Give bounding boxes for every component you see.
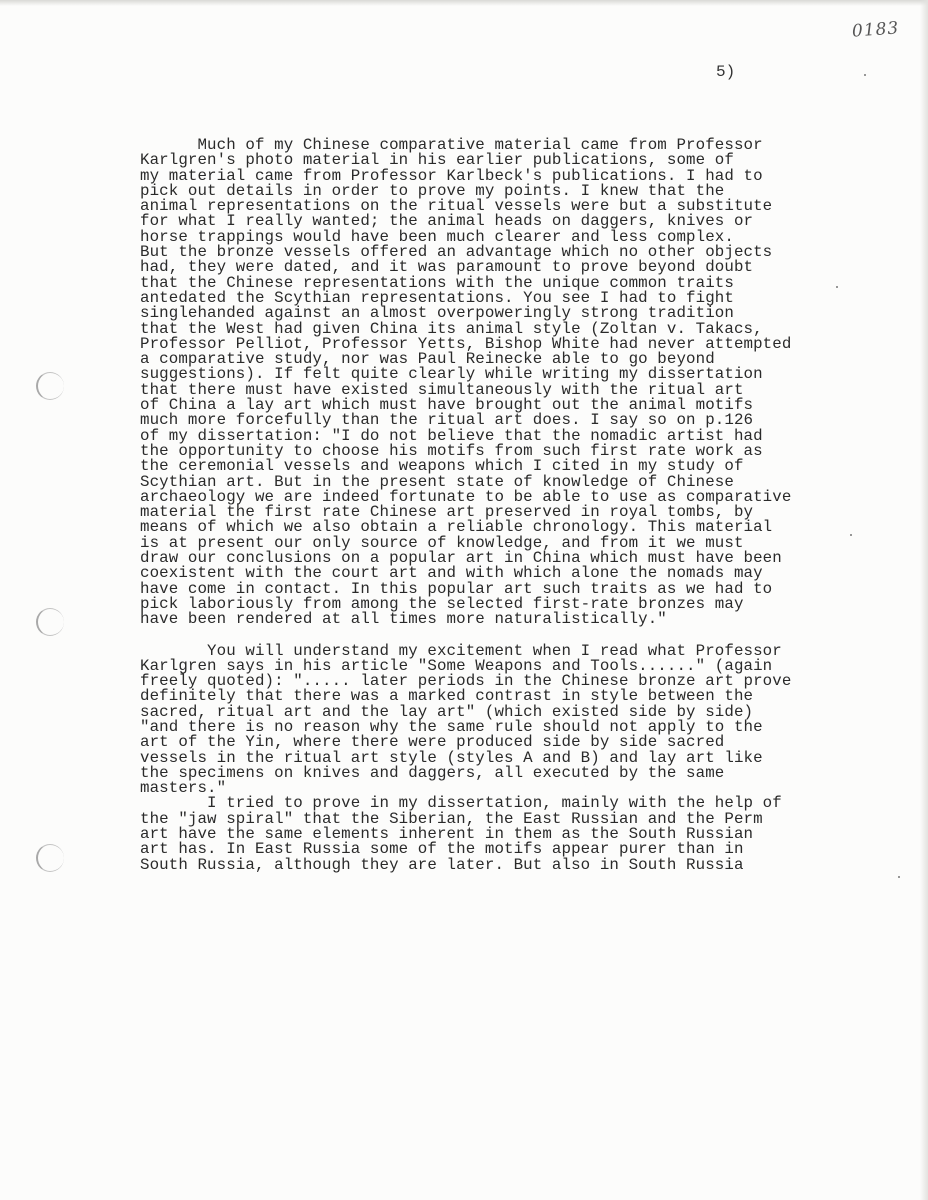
text-line: much more forcefully than the ritual art does. I say so on p.126: [140, 411, 754, 430]
text-line: South Russia, although they are later. But also in South Russia: [140, 855, 744, 874]
text-line: vessels in the ritual art style (styles A and B) and lay art like: [140, 748, 763, 767]
text-line: pick laboriously from among the selected first-rate bronzes may: [140, 594, 744, 613]
text-line: Professor Pelliot, Professor Yetts, Bishop White had never attempted: [140, 334, 792, 353]
paper-right-edge: [920, 0, 928, 1200]
paper-speck: [898, 876, 900, 878]
text-line: animal representations on the ritual vessels were but a substitute: [140, 197, 773, 216]
text-line: But the bronze vessels offered an advantage which no other objects: [140, 243, 773, 262]
text-line: Much of my Chinese comparative material came from Professor: [140, 136, 763, 154]
letter-body: [140, 138, 910, 873]
page-number: 5): [716, 63, 736, 81]
text-line: I tried to prove in my dissertation, mainly with the help of: [140, 794, 782, 813]
text-line: that the West had given China its animal style (Zoltan v. Takacs,: [140, 319, 763, 338]
text-line: the ceremonial vessels and weapons which I cited in my study of: [140, 457, 744, 476]
text-line: is at present our only source of knowledge, and from it we must: [140, 533, 744, 552]
text-line: art of the Yin, where there were produced side by side sacred: [140, 733, 725, 752]
text-line: pick out details in order to prove my points. I knew that the: [140, 181, 725, 200]
text-line: You will understand my excitement when I read what Professor: [140, 641, 782, 660]
paper-top-edge: [0, 0, 928, 6]
text-line: that there must have existed simultaneously with the ritual art: [140, 380, 744, 399]
text-line: coexistent with the court art and with which alone the nomads may: [140, 564, 763, 583]
text-line: art have the same elements inherent in them as the South Russian: [140, 825, 754, 844]
text-line: Karlgren says in his article "Some Weapons and Tools......" (again: [140, 656, 773, 675]
text-line: draw our conclusions on a popular art in China which must have been: [140, 549, 782, 568]
text-line: the specimens on knives and daggers, all executed by the same: [140, 763, 725, 782]
text-line: have come in contact. In this popular art such traits as we had to: [140, 579, 773, 598]
punch-hole: [36, 608, 64, 636]
text-line: of China a lay art which must have brought out the animal motifs: [140, 396, 754, 415]
text-line: the "jaw spiral" that the Siberian, the East Russian and the Perm: [140, 809, 763, 828]
text-line: for what I really wanted; the animal heads on daggers, knives or: [140, 212, 754, 231]
text-line: antedated the Scythian representations. You see I had to fight: [140, 288, 734, 307]
text-line: of my dissertation: "I do not believe that the nomadic artist had: [140, 426, 763, 445]
paper-speck: [864, 74, 866, 76]
text-line: a comparative study, nor was Paul Reinecke able to go beyond: [140, 350, 715, 369]
text-line: freely quoted): "..... later periods in the Chinese bronze art prove: [140, 672, 792, 691]
paragraph-1: [140, 138, 910, 628]
paragraph-3: [140, 796, 910, 872]
text-line: definitely that there was a marked contrast in style between the: [140, 687, 754, 706]
punch-hole: [36, 844, 64, 872]
text-line: "and there is no reason why the same rule should not apply to the: [140, 717, 763, 736]
text-line: Karlgren's photo material in his earlier publications, some of: [140, 151, 734, 170]
text-line: the opportunity to choose his motifs from such first rate work as: [140, 441, 763, 460]
text-line: suggestions). If felt quite clearly while writing my dissertation: [140, 365, 763, 384]
text-line: means of which we also obtain a reliable chronology. This material: [140, 518, 773, 537]
text-line: Scythian art. But in the present state of knowledge of Chinese: [140, 472, 734, 491]
text-line: sacred, ritual art and the lay art" (which existed side by side): [140, 702, 754, 721]
text-line: material the first rate Chinese art preserved in royal tombs, by: [140, 503, 754, 522]
text-line: masters.": [140, 779, 227, 798]
text-line: had, they were dated, and it was paramount to prove beyond doubt: [140, 258, 754, 277]
archive-number: 0183: [851, 18, 900, 42]
text-line: that the Chinese representations with the unique common traits: [140, 273, 734, 292]
text-line: horse trappings would have been much clearer and less complex.: [140, 227, 734, 246]
text-line: singlehanded against an almost overpoweringly strong tradition: [140, 304, 734, 323]
paragraph-2: [140, 641, 910, 798]
text-line: my material came from Professor Karlbeck's publications. I had to: [140, 166, 763, 185]
text-line: art has. In East Russia some of the motifs appear purer than in: [140, 840, 744, 859]
text-line: have been rendered at all times more naturalistically.": [140, 610, 667, 629]
text-line: archaeology we are indeed fortunate to be able to use as comparative: [140, 487, 792, 506]
punch-hole: [36, 372, 64, 400]
